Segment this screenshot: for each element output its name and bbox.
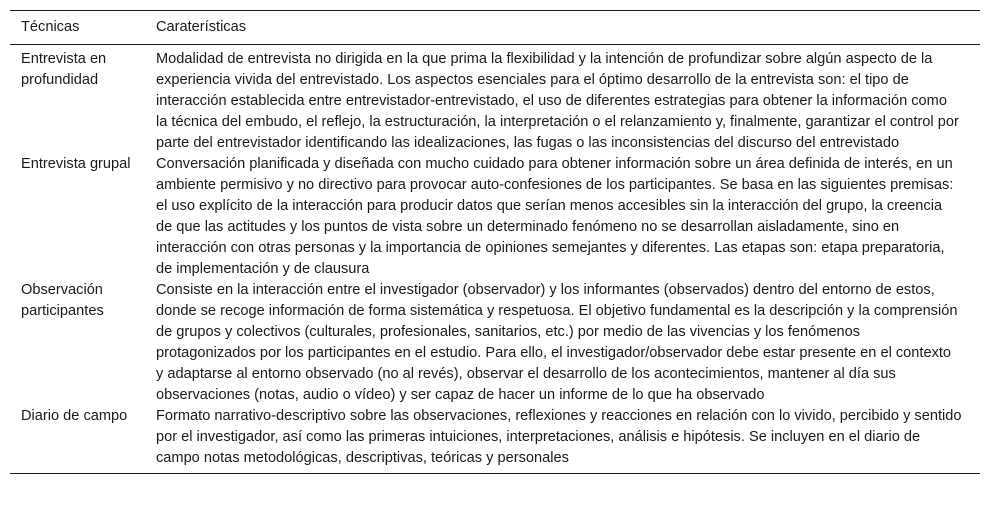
description-cell: Modalidad de entrevista no dirigida en la que prima la flexibilidad y la intención de profundizar sobre algún aspecto de la experiencia vivida del entrevistado. Los aspectos esenciales para el óptimo desarrollo de la entrevista son: el tipo de interacción establecida entre entrevistador-entrevistado, el uso de diferentes estrategias para obtener la información como la técnica del embudo, el reflejo, la estructuración, la interpretación o el relanzamiento y, finalmente, garantizar el control por parte del entrevistador identificando las idealizaciones, las fugas o las inconsistencias del discurso del entrevistado bbox=[156, 51, 959, 151]
techniques-table-container bbox=[10, 10, 980, 474]
table-row bbox=[10, 280, 980, 406]
techniques-table bbox=[10, 10, 980, 474]
technique-cell: Entrevista grupal bbox=[21, 156, 131, 172]
technique-cell: Entrevista en profundidad bbox=[21, 51, 107, 88]
table-row bbox=[10, 154, 980, 280]
table-header-row bbox=[10, 11, 980, 45]
description-cell: Formato narrativo-descriptivo sobre las observaciones, reflexiones y reacciones en relación con lo vivido, percibido y sentido por el investigador, así como las primeras intuiciones, interpretaciones, análisis e hipótesis. Se incluyen en el diario de campo notas metodológicas, descriptivas, teóricas y personales bbox=[156, 408, 962, 466]
table-row bbox=[10, 45, 980, 155]
description-cell: Consiste en la interacción entre el investigador (observador) y los informantes (observados) dentro del entorno de estos, donde se recoge información de forma sistemática y respetuosa. El objetivo fundamental es la descripción y la comprensión de grupos y colectivos (culturales, profesionales, sanitarios, etc.) por medio de las vivencias y los fenómenos protagonizados por los participantes en el estudio. Para ello, el investigador/observador debe estar presente en el contexto y adaptarse al entorno observado (no al revés), observar el desarrollo de los acontecimientos, mantener al día sus observaciones (notas, audio o vídeo) y ser capaz de hacer un informe de lo que ha observado bbox=[156, 282, 958, 403]
header-characteristics: Caraterísticas bbox=[156, 19, 247, 35]
technique-cell: Observación participantes bbox=[21, 282, 104, 319]
description-cell: Conversación planificada y diseñada con mucho cuidado para obtener información sobre un área definida de interés, en un ambiente permisivo y no directivo para provocar auto-confesiones de los participantes. Se basa en las siguientes premisas: el uso explícito de la interacción para producir datos que serían menos accesibles sin la interacción del grupo, la creencia de que las actitudes y los puntos de vista sobre un determinado fenómeno no se desarrollan aisladamente, sino en interacción con otras personas y la importancia de opiniones semejantes y diferentes. Las etapas son: etapa preparatoria, de implementación y de clausura bbox=[156, 156, 954, 277]
header-techniques: Técnicas bbox=[21, 19, 80, 35]
table-row bbox=[10, 406, 980, 474]
technique-cell: Diario de campo bbox=[21, 408, 128, 424]
